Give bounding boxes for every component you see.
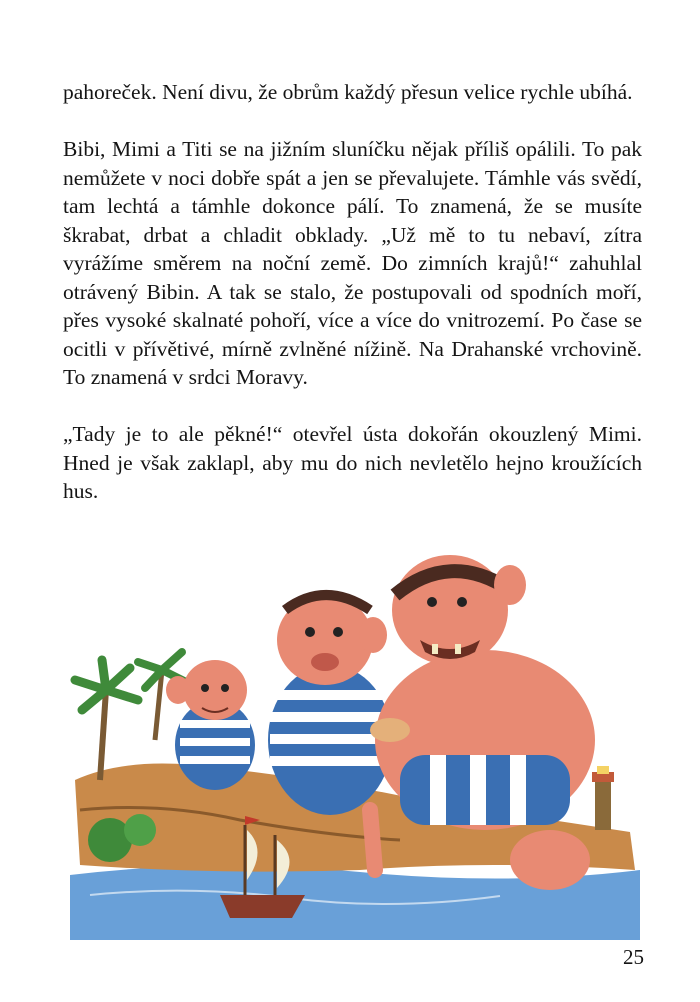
page-number: 25 (623, 945, 644, 969)
story-text (63, 78, 642, 534)
palm-tree-icon (75, 660, 138, 780)
paragraph-2: Bibi, Mimi a Titi se na jižním sluníčku nějak příliš opálili. To pak nemůžete v noci dobře spát a jen se převalujete. Támhle vás svědí, tam lechtá a támhle dokonce pálí. To znamená, že se musíte škrabat, drbat a chladit obklady. „Už mě to tu nebaví, zítra vyrážíme směrem na noční země. Do zimních krajů!“ zahuhlal otrávený Bibin. A tak se stalo, že postupovali od spodních moří, přes vysoké skalnaté pohoří, více a více do vnitrozemí. Po čase se ocitli v přívětivé, mírně zvlněné nížině. Na Drahanské vrchovině. To znamená v srdci Moravy. (63, 137, 642, 389)
giants-illustration (70, 540, 640, 940)
paragraph-3: „Tady je to ale pěkné!“ otevřel ústa dokořán okouzlený Mimi. Hned je však zaklapl, aby mu do nich nevletělo hejno kroužících hus. (63, 422, 642, 503)
lighthouse-icon (592, 766, 614, 830)
paragraph-1: pahoreček. Není divu, že obrům každý přesun velice rychle ubíhá. (63, 80, 633, 104)
